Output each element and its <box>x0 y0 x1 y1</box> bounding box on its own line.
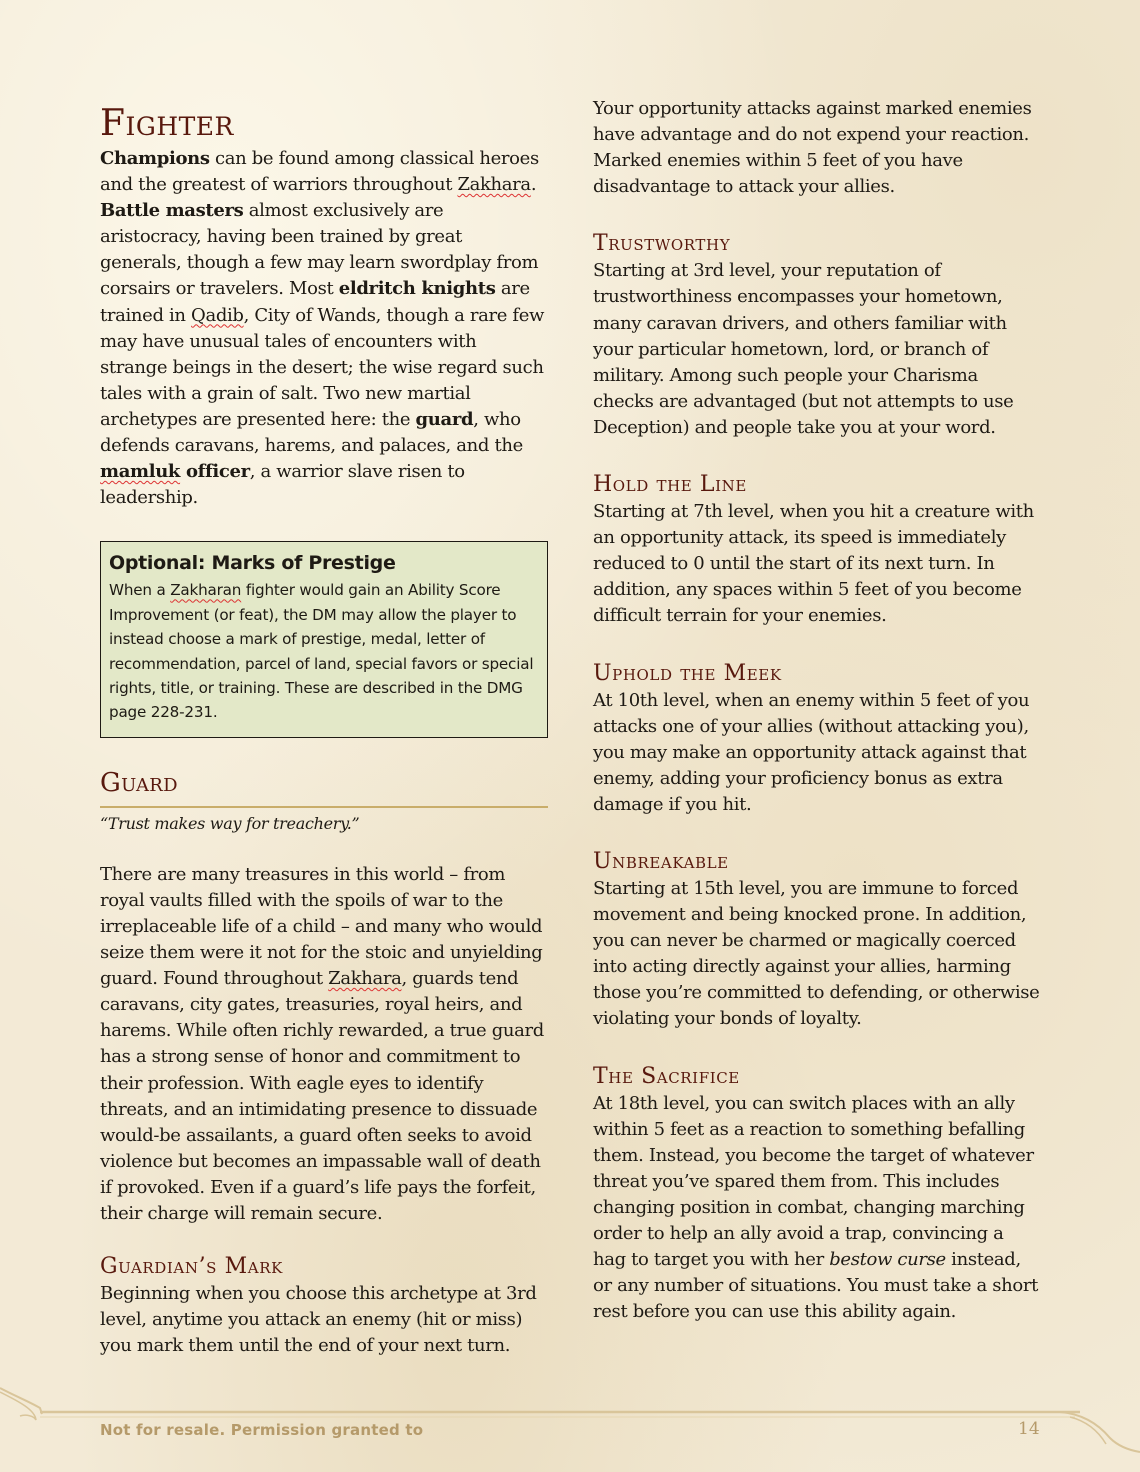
sidebar-heading: Optional: Marks of Prestige <box>109 552 396 575</box>
term-zakharan: Zakharan <box>170 581 242 600</box>
term-mamluk: mamluk <box>100 461 181 483</box>
sacrifice-text-2: instead, or any number of situations. You must take a short rest before you can use this ability again. <box>593 1249 1039 1323</box>
intro-text-4: are trained in <box>100 278 530 326</box>
left-column <box>100 96 548 1359</box>
right-column <box>593 96 1041 1325</box>
subheading-unbreakable: Unbreakable <box>593 848 729 874</box>
page-number: 14 <box>1018 1419 1040 1439</box>
intro-text-3: almost exclusively are aristocracy, having been trained by great generals, though a few may learn swordplay from corsairs or travelers. Most <box>100 200 539 300</box>
subheading-uphold-the-meek: Uphold the Meek <box>593 660 782 686</box>
term-eldritch-knights: eldritch knights <box>338 278 496 300</box>
subheading-hold-the-line: Hold the Line <box>593 472 747 498</box>
spell-bestow-curse: bestow curse <box>829 1249 946 1271</box>
term-officer: officer <box>185 461 250 483</box>
term-zakhara-2: Zakhara <box>328 968 402 990</box>
sidebar-text-1: When a <box>109 581 171 600</box>
sacrifice-text-1: At 18th level, you can switch places with an ally within 5 feet as a reaction to something befalling them. Instead, you become the target of whatever threat you’ve spared them from. This includes changing position in combat, changing marching order to help an ally avoid a trap, convincing a hag to target you with her <box>593 1092 1034 1271</box>
term-champions: Champions <box>100 148 210 169</box>
term-battle-masters: Battle masters <box>100 200 244 222</box>
sidebar-text <box>109 578 539 724</box>
term-zakhara: Zakhara <box>457 174 531 196</box>
guard-text-1: There are many treasures in this world – from royal vaults filled with the spoils of war to the irreplaceable life of a child – and many who would seize them were it not for the stoic and unyielding guard. Found throughout <box>100 863 543 990</box>
guard-quote: “Trust makes way for treachery.” <box>100 813 360 833</box>
intro-text-1: can be found among classical heroes and the greatest of warriors throughout <box>100 148 539 196</box>
intro-paragraph <box>100 146 548 511</box>
intro-text-5: , City of Wands, though a rare few may have unusual tales of encounters with strange beings in the desert; the wise regard such tales with a grain of salt. Two new martial archetypes are presented here: the <box>100 304 545 430</box>
page-title: Fighter <box>100 103 234 144</box>
mark-continued-paragraph: Your opportunity attacks against marked enemies have advantage and do not expend your reaction. Marked enemies within 5 feet of you have disadvantage to attack your allies. <box>593 98 1032 198</box>
guard-text-2: , guards tend caravans, city gates, treasuries, royal heirs, and harems. While often richly rewarded, a true guard has a strong sense of honor and commitment to their profession. With eagle eyes to identify threats, and an intimidating presence to dissuade would-be assailants, a guard often seeks to avoid violence but becomes an impassable wall of death if provoked. Even if a guard’s life pays the forfeit, their charge will remain secure. <box>100 968 544 1224</box>
sidebar-text-2: fighter would gain an Ability Score Improvement (or feat), the DM may allow the player to instead choose a mark of prestige, medal, letter of recommendation, parcel of land, special favors or special rights, title, or training. These are described in the DMG page 228-231. <box>109 581 534 722</box>
intro-text-8: , a warrior slave risen to leadership. <box>100 461 465 509</box>
intro-text-6: , who defends caravans, harems, and palaces, and the <box>100 408 523 457</box>
sidebar-box <box>100 541 548 737</box>
intro-text-2: . <box>530 174 537 196</box>
term-qadib: Qadib <box>191 304 244 326</box>
guard-paragraph <box>100 862 548 1227</box>
subheading-guardians-mark: Guardian’s Mark <box>100 1254 283 1280</box>
heading-rule <box>100 806 548 808</box>
trustworthy-paragraph: Starting at 3rd level, your reputation of trustworthiness encompasses your hometown, many caravan drivers, and others familiar with your particular hometown, lord, or branch of military. Among such people your Charisma checks are advantaged (but not attempts to use Deception) and people take you at your word. <box>593 260 1014 438</box>
subheading-the-sacrifice: The Sacrifice <box>593 1063 740 1089</box>
footer-text: Not for resale. Permission granted to <box>100 1421 424 1439</box>
mark-paragraph: Beginning when you choose this archetype at 3rd level, anytime you attack an enemy (hit or miss) you mark them until the end of your next turn. <box>100 1283 537 1357</box>
hold-the-line-paragraph: Starting at 7th level, when you hit a creature with an opportunity attack, its speed is immediately reduced to 0 until the start of its next turn. In addition, any spaces within 5 feet of you become difficult terrain for your enemies. <box>593 501 1034 627</box>
uphold-the-meek-paragraph: At 10th level, when an enemy within 5 feet of you attacks one of your allies (without attacking you), you may make an opportunity attack against that enemy, adding your proficiency bonus as extra damage if you hit. <box>593 689 1030 815</box>
section-heading-guard: Guard <box>100 767 178 798</box>
subheading-trustworthy: Trustworthy <box>593 231 731 257</box>
term-guard: guard <box>415 408 474 430</box>
unbreakable-paragraph: Starting at 15th level, you are immune to forced movement and being knocked prone. In addition, you can never be charmed or magically coerced into acting directly against your allies, harming those you’re committed to defending, or otherwise violating your bonds of loyalty. <box>593 877 1040 1030</box>
sacrifice-paragraph <box>593 1091 1041 1326</box>
